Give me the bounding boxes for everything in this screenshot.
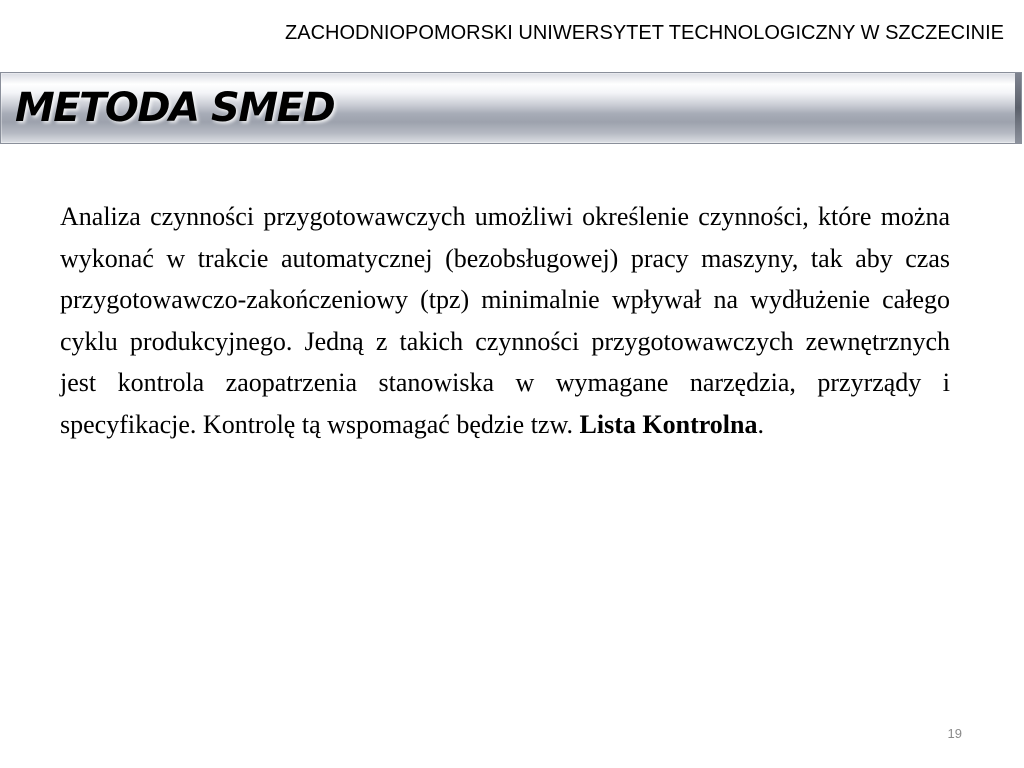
page-number: 19: [947, 726, 962, 741]
body-text: Analiza czynności przygotowawczych umożliwi określenie czynności, które można wykonać w trakcie automatycznej (bezobsługowej) pracy maszyny, tak aby czas przygotowawczo-zakończeniowy (tpz) minimalnie wpływał na wydłużenie całego cyklu produkcyjnego. Jedną z takich czynności przygotowawczych zewnętrznych jest kontrola zaopatrzenia stanowiska w wymagane narzędzia, przyrządy i specyfikacje. Kontrolę tą wspomagać będzie tzw.: [60, 202, 950, 439]
university-header: ZACHODNIOPOMORSKI UNIWERSYTET TECHNOLOGICZNY W SZCZECINIE: [285, 22, 1004, 44]
slide-title: METODA SMED: [15, 85, 335, 131]
title-bar: [0, 72, 1022, 144]
emphasis-text: Lista Kontrolna: [579, 409, 758, 439]
body-paragraph: [60, 196, 950, 445]
end-punctuation: .: [757, 409, 764, 439]
